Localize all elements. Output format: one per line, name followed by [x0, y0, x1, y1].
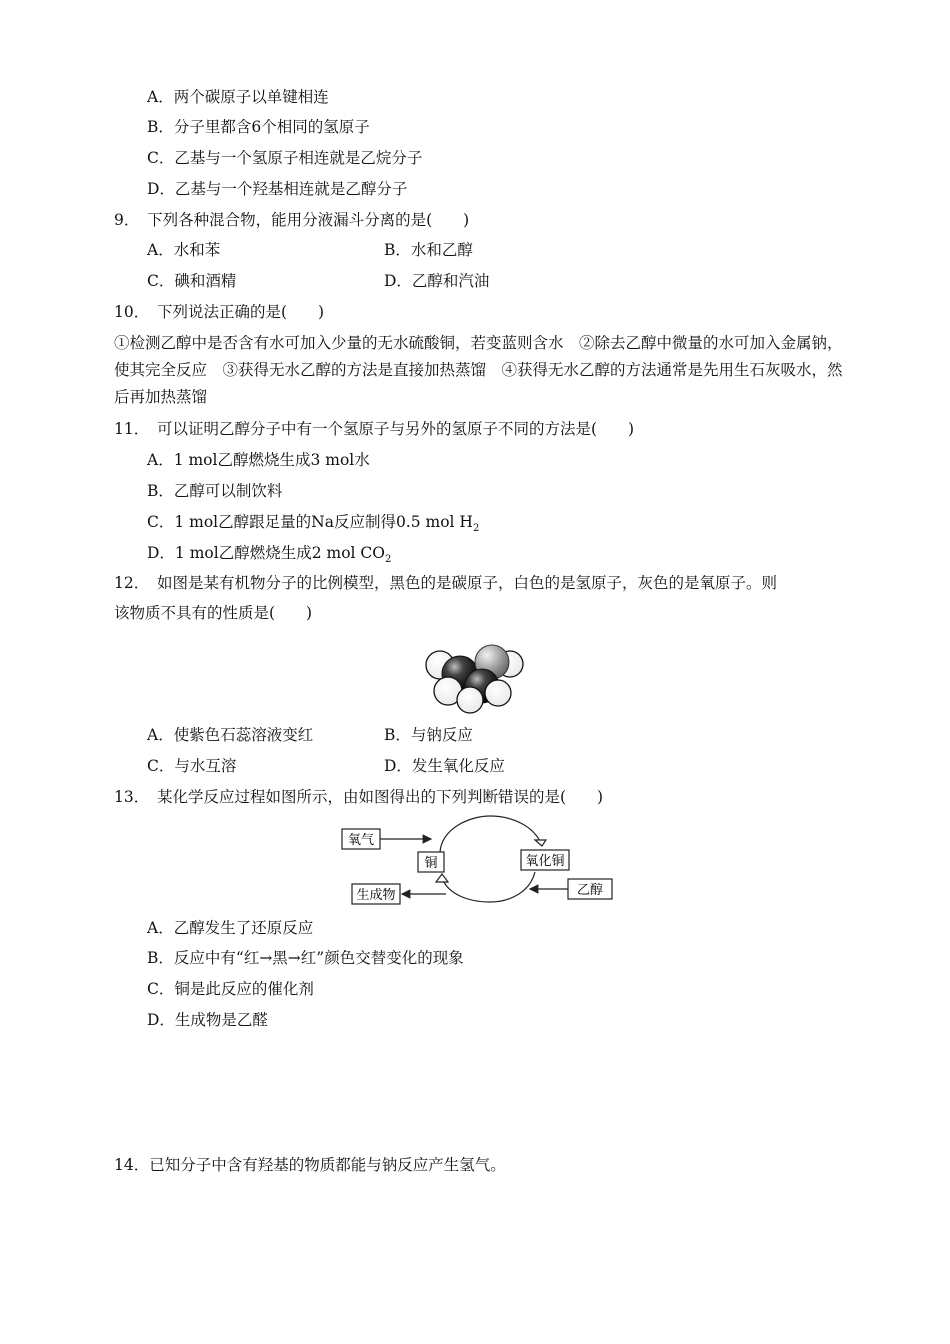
- q11-option-d: [147, 543, 392, 566]
- product-label: 生成物: [356, 888, 396, 903]
- q12-stem-line2: 该物质不具有的性质是( ): [114, 604, 313, 622]
- q11-option-c: [147, 512, 480, 535]
- q8-option-a: A．两个碳原子以单键相连: [147, 88, 329, 106]
- ethanol-label: 乙醇: [576, 883, 604, 898]
- co2-subscript: 2: [384, 554, 392, 566]
- q11-option-d-text: D．1 mol乙醇燃烧生成2 mol CO: [147, 544, 385, 562]
- q10-body: ①检测乙醇中是否含有水可加入少量的无水硫酸铜，若变蓝则含水 ②除去乙醇中微量的水可加入金属钠，使其完全反应 ③获得无水乙醇的方法是直接加热蒸馏 ④获得无水乙醇的方法通常是先用生石灰吸水，然后再加热蒸馏: [114, 334, 843, 406]
- cycle-arrow-bottom: [442, 872, 535, 902]
- reaction-cycle-diagram: [330, 812, 620, 908]
- q12-option-d: D．发生氧化反应: [384, 757, 505, 775]
- q12-option-a: A．使紫色石蕊溶液变红: [147, 726, 314, 744]
- q9-option-b: B．水和乙醇: [384, 241, 473, 259]
- q10-stem: 10． 下列说法正确的是( ): [114, 303, 325, 321]
- oxygen-label: 氧气: [347, 833, 375, 848]
- q12-option-c: C．与水互溶: [147, 757, 237, 775]
- h2-subscript: 2: [472, 523, 480, 535]
- q9-stem: 9． 下列各种混合物，能用分液漏斗分离的是( ): [114, 211, 470, 229]
- hydrogen-atom: [457, 687, 483, 713]
- q9-option-a: A．水和苯: [147, 241, 221, 259]
- q11-option-a: A．1 mol乙醇燃烧生成3 mol水: [147, 451, 370, 469]
- q12-stem-line1: 12． 如图是某有机物分子的比例模型，黑色的是碳原子，白色的是氢原子，灰色的是氧原子。则: [114, 574, 777, 592]
- q9-option-c: C．碘和酒精: [147, 272, 237, 290]
- q12-option-b: B．与钠反应: [384, 726, 473, 744]
- q9-option-d: D．乙醇和汽油: [384, 272, 490, 290]
- q11-option-c-text: C．1 mol乙醇跟足量的Na反应制得0.5 mol H: [147, 513, 473, 531]
- q11-stem: 11． 可以证明乙醇分子中有一个氢原子与另外的氢原子不同的方法是( ): [114, 420, 635, 438]
- q14-stem: 14．已知分子中含有羟基的物质都能与钠反应产生氢气。: [114, 1156, 506, 1174]
- q8-option-b: B．分子里都含6个相同的氢原子: [147, 118, 370, 136]
- hydrogen-atom: [485, 680, 511, 706]
- q13-option-d: D．生成物是乙醛: [147, 1011, 268, 1029]
- q13-option-c: C．铜是此反应的催化剂: [147, 980, 314, 998]
- cycle-arrow-top: [440, 816, 542, 852]
- q13-option-a: A．乙醇发生了还原反应: [147, 919, 314, 937]
- q8-option-d: D．乙基与一个羟基相连就是乙醇分子: [147, 180, 408, 198]
- q11-option-b: B．乙醇可以制饮料: [147, 482, 283, 500]
- copper-label: 铜: [424, 856, 438, 871]
- ball-model-figure: [420, 638, 530, 716]
- q13-option-b: B．反应中有“红→黑→红”颜色交替变化的现象: [147, 949, 464, 967]
- q13-stem: 13． 某化学反应过程如图所示，由如图得出的下列判断错误的是( ): [114, 788, 604, 806]
- q8-option-c: C．乙基与一个氢原子相连就是乙烷分子: [147, 149, 423, 167]
- copper-oxide-label: 氧化铜: [525, 854, 565, 869]
